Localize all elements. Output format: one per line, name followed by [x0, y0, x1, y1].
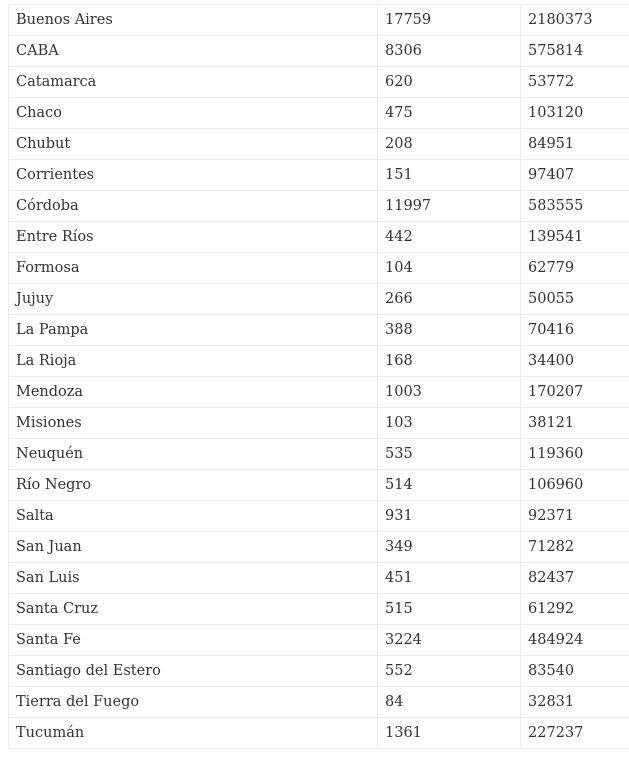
- value-a-cell: 931: [378, 501, 521, 532]
- table-row: [9, 160, 629, 191]
- value-a-cell: 11997: [378, 191, 521, 222]
- table-row: [9, 625, 629, 656]
- value-b-cell: 62779: [521, 253, 629, 284]
- table-row: [9, 346, 629, 377]
- value-a-cell: 349: [378, 532, 521, 563]
- value-b-cell: 97407: [521, 160, 629, 191]
- value-a-cell: 475: [378, 98, 521, 129]
- value-b-cell: 2180373: [521, 5, 629, 36]
- value-b-cell: 227237: [521, 718, 629, 749]
- province-name-cell: Neuquén: [9, 439, 378, 470]
- value-b-cell: 139541: [521, 222, 629, 253]
- value-b-cell: 575814: [521, 36, 629, 67]
- province-name-cell: Jujuy: [9, 284, 378, 315]
- table-row: [9, 253, 629, 284]
- province-name-cell: Santa Cruz: [9, 594, 378, 625]
- value-a-cell: 151: [378, 160, 521, 191]
- value-b-cell: 106960: [521, 470, 629, 501]
- value-a-cell: 388: [378, 315, 521, 346]
- table-row: [9, 470, 629, 501]
- province-name-cell: Córdoba: [9, 191, 378, 222]
- table-row: [9, 377, 629, 408]
- table-row: [9, 439, 629, 470]
- table-row: [9, 67, 629, 98]
- value-b-cell: 61292: [521, 594, 629, 625]
- table-row: [9, 284, 629, 315]
- value-a-cell: 103: [378, 408, 521, 439]
- value-b-cell: 119360: [521, 439, 629, 470]
- value-a-cell: 1361: [378, 718, 521, 749]
- value-b-cell: 82437: [521, 563, 629, 594]
- province-name-cell: Buenos Aires: [9, 5, 378, 36]
- province-name-cell: La Pampa: [9, 315, 378, 346]
- province-name-cell: San Luis: [9, 563, 378, 594]
- province-name-cell: La Rioja: [9, 346, 378, 377]
- value-b-cell: 32831: [521, 687, 629, 718]
- value-a-cell: 104: [378, 253, 521, 284]
- province-name-cell: Tucumán: [9, 718, 378, 749]
- province-name-cell: Santa Fe: [9, 625, 378, 656]
- value-b-cell: 484924: [521, 625, 629, 656]
- province-name-cell: Tierra del Fuego: [9, 687, 378, 718]
- table-row: [9, 718, 629, 749]
- value-a-cell: 168: [378, 346, 521, 377]
- value-a-cell: 514: [378, 470, 521, 501]
- province-name-cell: Mendoza: [9, 377, 378, 408]
- table-row: [9, 532, 629, 563]
- table-row: [9, 191, 629, 222]
- value-b-cell: 84951: [521, 129, 629, 160]
- table-row: [9, 656, 629, 687]
- table-row: [9, 408, 629, 439]
- value-b-cell: 92371: [521, 501, 629, 532]
- table-row: [9, 315, 629, 346]
- value-b-cell: 34400: [521, 346, 629, 377]
- value-a-cell: 1003: [378, 377, 521, 408]
- province-name-cell: Salta: [9, 501, 378, 532]
- table-row: [9, 594, 629, 625]
- province-name-cell: Corrientes: [9, 160, 378, 191]
- value-b-cell: 53772: [521, 67, 629, 98]
- province-name-cell: Río Negro: [9, 470, 378, 501]
- table-row: [9, 687, 629, 718]
- province-name-cell: Entre Ríos: [9, 222, 378, 253]
- table-row: [9, 98, 629, 129]
- table-row: [9, 5, 629, 36]
- value-b-cell: 583555: [521, 191, 629, 222]
- province-name-cell: CABA: [9, 36, 378, 67]
- province-name-cell: Formosa: [9, 253, 378, 284]
- province-name-cell: Catamarca: [9, 67, 378, 98]
- value-b-cell: 83540: [521, 656, 629, 687]
- value-a-cell: 8306: [378, 36, 521, 67]
- value-b-cell: 170207: [521, 377, 629, 408]
- table-row: [9, 129, 629, 160]
- value-a-cell: 515: [378, 594, 521, 625]
- province-name-cell: San Juan: [9, 532, 378, 563]
- table-row: [9, 222, 629, 253]
- table-row: [9, 501, 629, 532]
- table-row: [9, 563, 629, 594]
- table-row: [9, 36, 629, 67]
- value-a-cell: 17759: [378, 5, 521, 36]
- table-body: [9, 5, 629, 749]
- value-b-cell: 38121: [521, 408, 629, 439]
- value-b-cell: 103120: [521, 98, 629, 129]
- value-a-cell: 442: [378, 222, 521, 253]
- value-a-cell: 620: [378, 67, 521, 98]
- province-name-cell: Santiago del Estero: [9, 656, 378, 687]
- province-name-cell: Chaco: [9, 98, 378, 129]
- value-a-cell: 208: [378, 129, 521, 160]
- value-b-cell: 50055: [521, 284, 629, 315]
- value-a-cell: 451: [378, 563, 521, 594]
- province-data-table: [8, 4, 629, 749]
- value-a-cell: 552: [378, 656, 521, 687]
- value-a-cell: 3224: [378, 625, 521, 656]
- value-b-cell: 70416: [521, 315, 629, 346]
- value-a-cell: 84: [378, 687, 521, 718]
- province-name-cell: Chubut: [9, 129, 378, 160]
- value-a-cell: 535: [378, 439, 521, 470]
- value-b-cell: 71282: [521, 532, 629, 563]
- value-a-cell: 266: [378, 284, 521, 315]
- province-name-cell: Misiones: [9, 408, 378, 439]
